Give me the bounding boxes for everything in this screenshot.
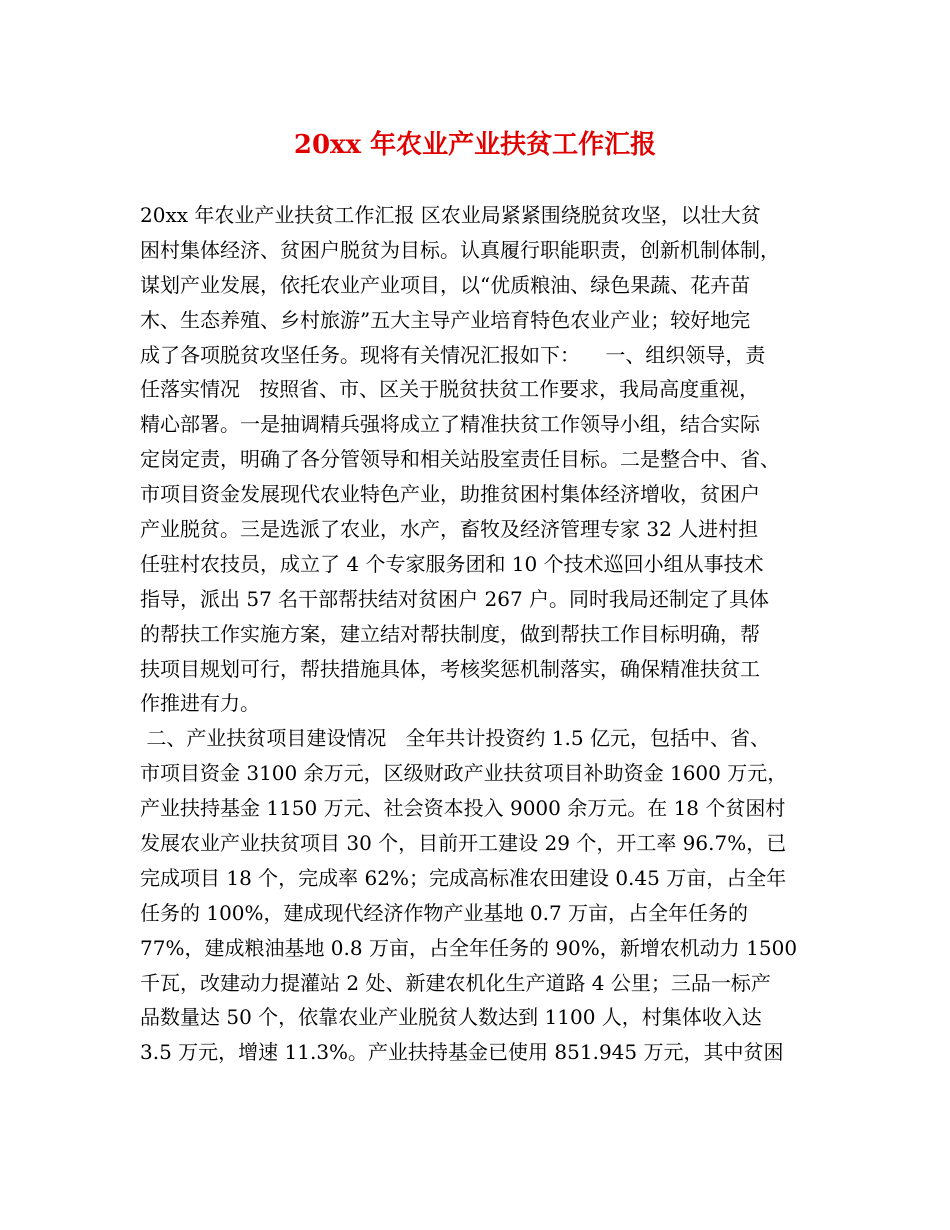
body-line: 的帮扶工作实施方案，建立结对帮扶制度，做到帮扶工作目标明确，帮 [140, 621, 760, 646]
body-line: 困村集体经济、贫困户脱贫为目标。认真履行职能职责，创新机制体制， [140, 237, 780, 262]
body-line: 发展农业产业扶贫项目 30 个，目前开工建设 29 个，开工率 96.7%，已 [140, 831, 787, 856]
body-line: 3.5 万元，增速 11.3%。产业扶持基金已使用 851.945 万元，其中贫困 [140, 1040, 784, 1065]
body-line: 成了各项脱贫攻坚任务。现将有关情况汇报如下： 一、组织领导，责 [140, 342, 766, 367]
body-line: 作推进有力。 [140, 691, 260, 716]
body-line: 谋划产业发展，依托农业产业项目，以“优质粮油、绿色果蔬、花卉苗 [140, 272, 751, 297]
body-line: 千瓦，改建动力提灌站 2 处、新建农机化生产道路 4 公里；三品一标产 [140, 970, 771, 995]
body-line: 产业扶持基金 1150 万元、社会资本投入 9000 余万元。在 18 个贫困村 [140, 796, 786, 821]
body-line: 任落实情况 按照省、市、区关于脱贫扶贫工作要求，我局高度重视， [140, 377, 760, 402]
body-line: 二、产业扶贫项目建设情况 全年共计投资约 1.5 亿元，包括中、省、 [140, 726, 770, 751]
body-line: 精心部署。一是抽调精兵强将成立了精准扶贫工作领导小组，结合实际 [140, 412, 760, 437]
body-line: 完成项目 18 个，完成率 62%；完成高标准农田建设 0.45 万亩，占全年 [140, 865, 787, 890]
body-line: 产业脱贫。三是选派了农业，水产，畜牧及经济管理专家 32 人进村担 [140, 517, 759, 542]
document-title: 20xx 年农业产业扶贫工作汇报 [293, 130, 657, 160]
body-line: 任务的 100%，建成现代经济作物产业基地 0.7 万亩，占全年任务的 [140, 900, 749, 925]
body-line: 木、生态养殖、乡村旅游”五大主导产业培育特色农业产业；较好地完 [140, 307, 751, 332]
body-line: 定岗定责，明确了各分管领导和相关站股室责任目标。二是整合中、省、 [140, 447, 780, 472]
document-body [140, 198, 830, 1070]
body-line: 20xx 年农业产业扶贫工作汇报 区农业局紧紧围绕脱贫攻坚，以壮大贫 [140, 203, 761, 227]
body-line: 指导，派出 57 名干部帮扶结对贫困户 267 户。同时我局还制定了具体 [140, 586, 770, 611]
body-line: 任驻村农技员，成立了 4 个专家服务团和 10 个技术巡回小组从事技术 [140, 551, 764, 576]
body-line: 市项目资金发展现代农业特色产业，助推贫困村集体经济增收，贫困户 [140, 482, 760, 507]
body-line: 市项目资金 3100 余万元，区级财政产业扶贫项目补助资金 1600 万元， [140, 761, 788, 786]
body-line: 品数量达 50 个，依靠农业产业脱贫人数达到 1100 人，村集体收入达 [140, 1005, 762, 1030]
body-line: 77%，建成粮油基地 0.8 万亩，占全年任务的 90%，新增农机动力 1500 [140, 935, 798, 960]
body-line: 扶项目规划可行，帮扶措施具体，考核奖惩机制落实，确保精准扶贫工 [140, 656, 760, 681]
